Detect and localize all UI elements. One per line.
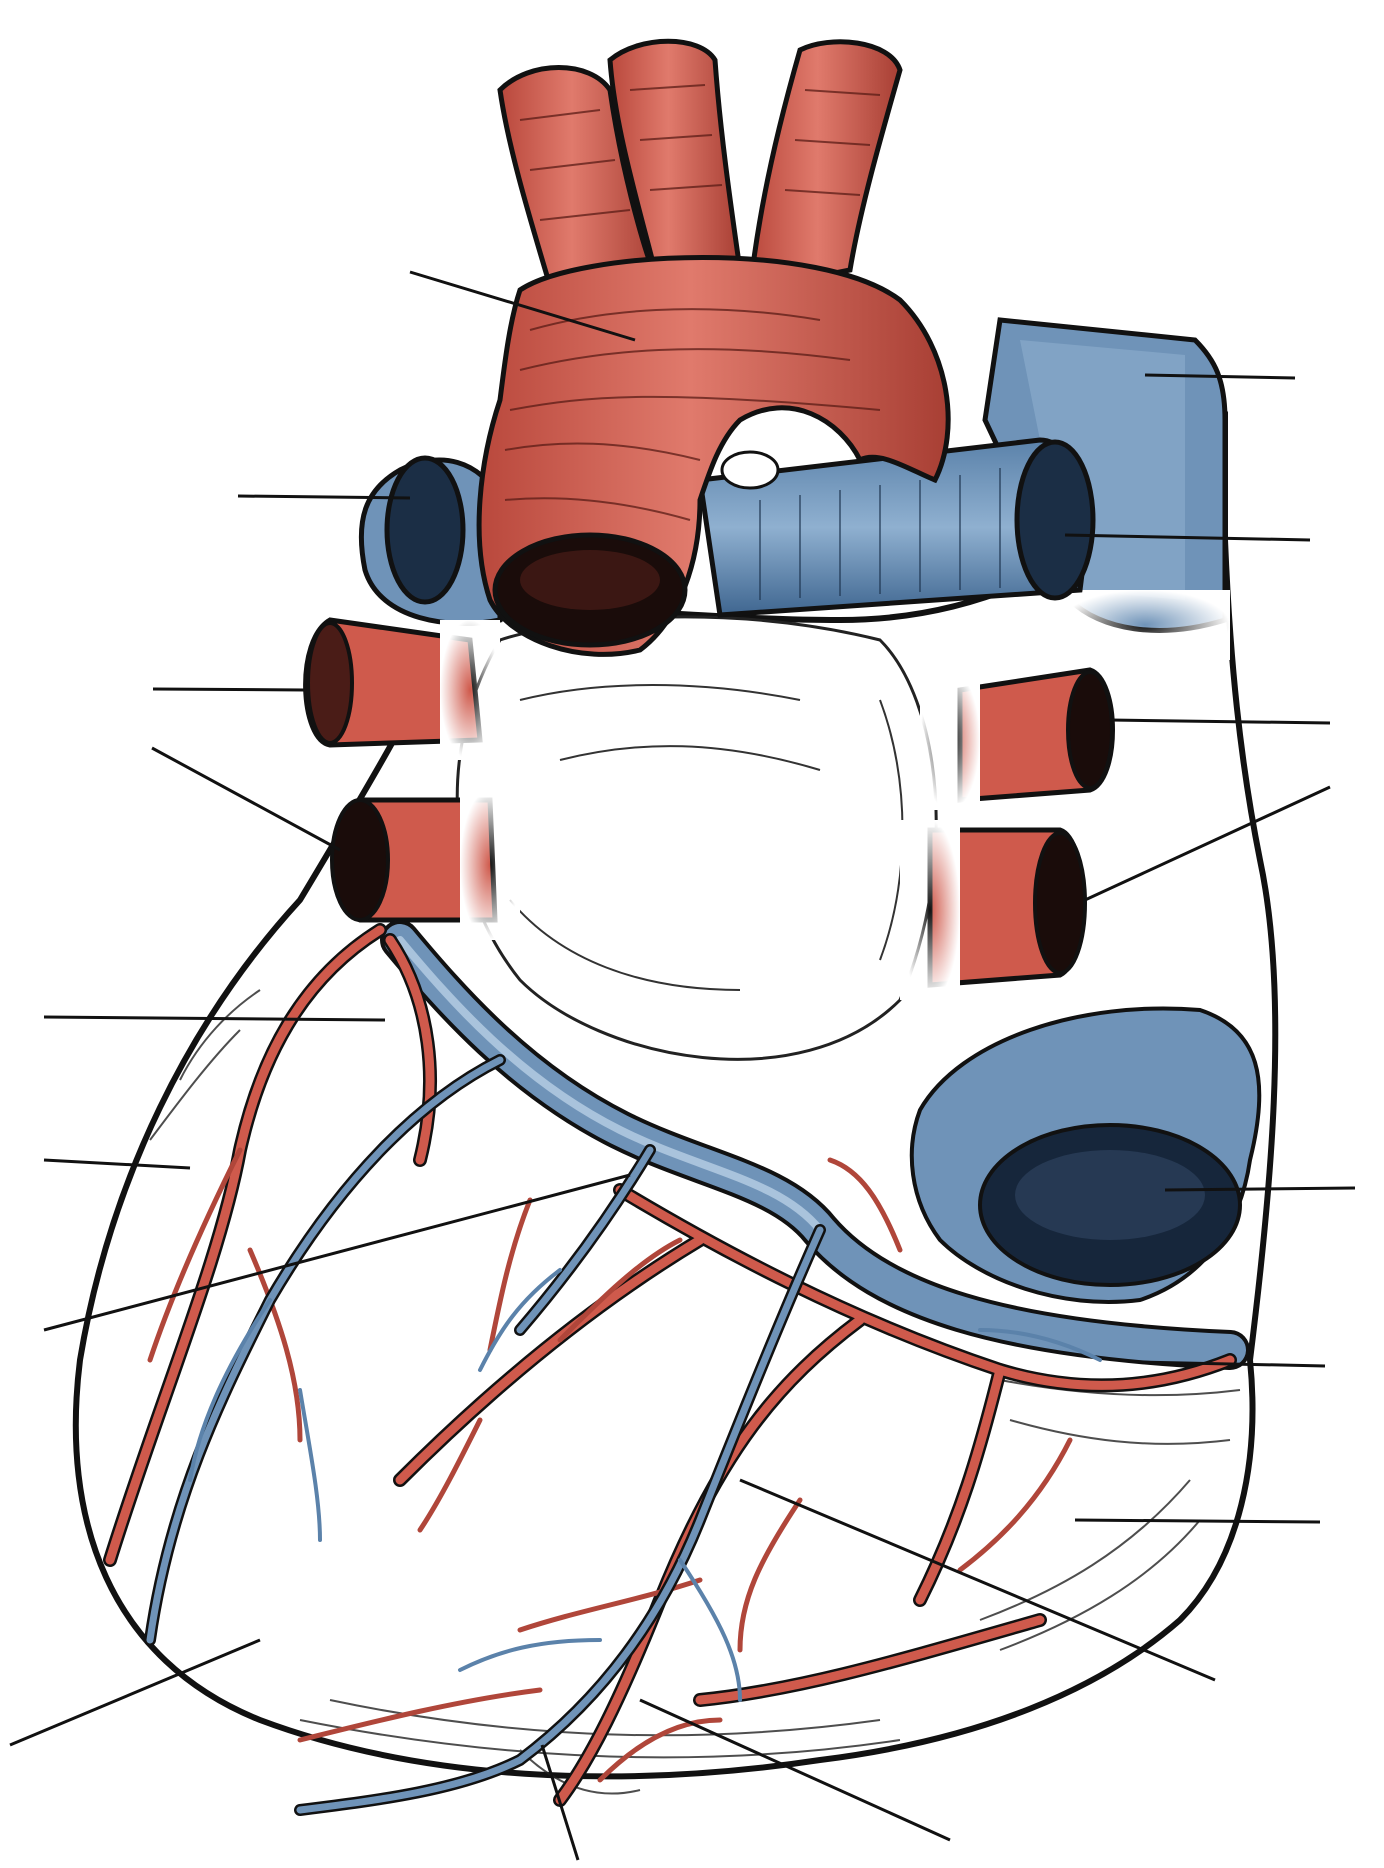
leader-right-pulmonary-veins xyxy=(153,689,305,690)
leader-inferior-vena-cava xyxy=(1165,1188,1355,1190)
leader-right-atrium xyxy=(1075,1520,1320,1522)
leader-right-pulmonary-artery xyxy=(238,496,410,498)
leader-right-inferior-pulmonary-vein xyxy=(152,748,340,850)
